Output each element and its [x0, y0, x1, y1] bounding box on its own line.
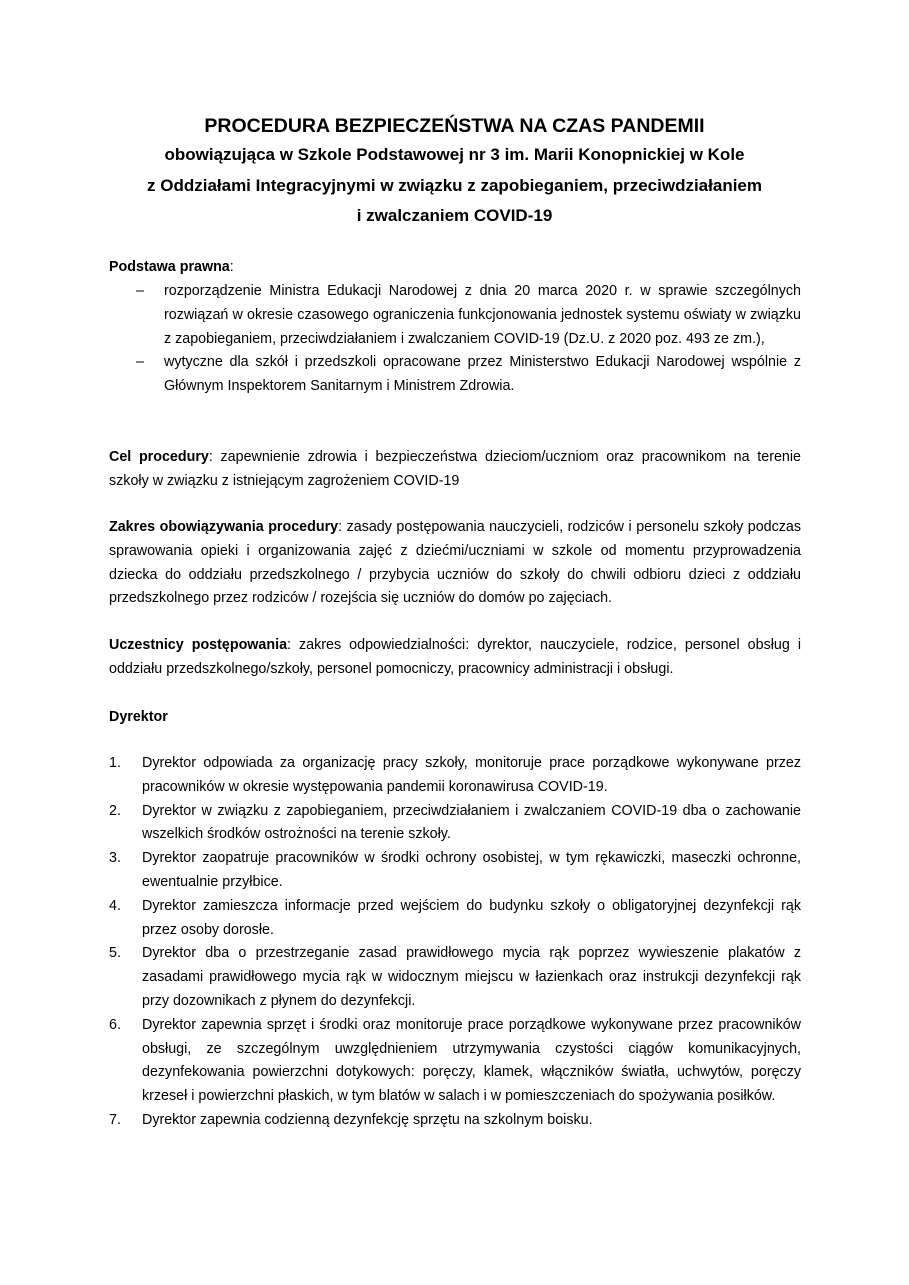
list-item: [109, 800, 801, 848]
legal-basis-suffix: :: [229, 259, 234, 275]
subtitle-line: obowiązująca w Szkole Podstawowej nr 3 im. Marii Konopnickiej w Kole: [164, 145, 745, 164]
document-title: PROCEDURA BEZPIECZEŃSTWA NA CZAS PANDEMII: [204, 115, 705, 137]
dash-bullet: –: [136, 283, 144, 299]
dash-bullet: –: [136, 354, 144, 371]
legal-basis-list: [109, 280, 801, 399]
item-text: Dyrektor zapewnia codzienną dezynfekcję sprzętu na szkolnym boisku.: [142, 1111, 593, 1128]
director-list: [109, 752, 801, 1133]
list-item: [109, 752, 801, 800]
participants-text: : zakres odpowiedzialności: dyrektor, nauczyciele, rodzice, personel obsług i oddziału przedszkolnego/szkoły, personel pomocniczy, pracownicy administracji i obsługi.: [109, 637, 801, 677]
goal-paragraph: [109, 446, 801, 494]
subtitle-line: z Oddziałami Integracyjnymi w związku z zapobieganiem, przeciwdziałaniem: [147, 175, 762, 195]
subtitle-line: i zwalczaniem COVID-19: [356, 206, 553, 226]
item-text: Dyrektor odpowiada za organizację pracy szkoły, monitoruje prace porządkowe wykonywane przez pracowników w okresie występowania pandemii koronawirusa COVID-19.: [142, 755, 801, 795]
item-number: 7.: [109, 1111, 121, 1128]
item-number: 4.: [109, 897, 121, 914]
item-number: 2.: [109, 802, 121, 819]
document-subtitle: [60, 140, 849, 232]
participants-paragraph: [109, 634, 801, 682]
list-item: [109, 942, 801, 1013]
legal-basis-label: Podstawa prawna: [109, 259, 230, 275]
legal-basis-item: [109, 351, 801, 399]
legal-basis-item-text: rozporządzenie Ministra Edukacji Narodowej z dnia 20 marca 2020 r. w sprawie szczególnych rozwiązań w okresie czasowego ograniczenia funkcjonowania jednostek systemu oświaty w związku z zapobieganiem, przeciwdziałaniem i zwalczaniem COVID-19 (Dz.U. z 2020 poz. 493 ze zm.),: [164, 283, 801, 347]
list-item: [109, 1014, 801, 1109]
goal-text: : zapewnienie zdrowia i bezpieczeństwa dzieciom/uczniom oraz pracownikom na terenie szkoły w związku z istniejącym zagrożeniem COVID-19: [109, 449, 801, 489]
director-heading-text: Dyrektor: [109, 709, 168, 725]
item-text: Dyrektor zamieszcza informacje przed wejściem do budynku szkoły o obligatoryjnej dezynfekcji rąk przez osoby dorosłe.: [142, 897, 801, 938]
item-number: 5.: [109, 945, 121, 962]
list-item: [109, 895, 801, 943]
scope-label: Zakres obowiązywania procedury: [109, 519, 339, 535]
legal-basis-item-text: wytyczne dla szkół i przedszkoli opracowane przez Ministerstwo Edukacji Narodowej wspólnie z Głównym Inspektorem Sanitarnym i Ministrem Zdrowia.: [164, 354, 801, 395]
list-item: [109, 847, 801, 895]
item-number: 6.: [109, 1016, 121, 1033]
legal-basis-item: [109, 280, 801, 351]
scope-text: : zasady postępowania nauczycieli, rodziców i personelu szkoły podczas sprawowania opieki i organizowania zajęć z dziećmi/uczniami w szkole od momentu przyprowadzenia dziecka do oddziału przedszkolnego / przybycia uczniów do szkoły do chwili odbioru dzieci z oddziału przedszkolnego przez rodziców / rozejścia się uczniów do domów po zajęciach.: [109, 519, 801, 607]
item-text: Dyrektor w związku z zapobieganiem, przeciwdziałaniem i zwalczaniem COVID-19 dba o zachowanie wszelkich środków ostrożności na terenie szkoły.: [142, 802, 801, 843]
legal-basis-heading: [109, 256, 801, 280]
item-number: 1.: [109, 755, 121, 771]
goal-label: Cel procedury: [109, 449, 209, 465]
list-item: [109, 1109, 801, 1133]
item-text: Dyrektor zapewnia sprzęt i środki oraz monitoruje prace porządkowe wykonywane przez pracowników obsługi, ze szczególnym uwzględnieniem utrzymywania czystości ciągów komunikacyjnych, dezynfekowania powierzchni dotykowych: poręczy, klamek, włączników światła, uchwytów, poręczy krzeseł i powierzchni płaskich, w tym blatów w salach i w pomieszczeniach do spożywania posiłków.: [142, 1016, 801, 1105]
scope-paragraph: [109, 516, 801, 611]
item-text: Dyrektor zaopatruje pracowników w środki ochrony osobistej, w tym rękawiczki, maseczki ochronne, ewentualnie przyłbice.: [142, 850, 801, 890]
item-text: Dyrektor dba o przestrzeganie zasad prawidłowego mycia rąk poprzez wywieszenie plakatów z zasadami prawidłowego mycia rąk w widocznym miejscu w łazienkach oraz instrukcji dezynfekcji rąk przy dozownikach z płynem do dezynfekcji.: [142, 945, 801, 1009]
director-heading: [109, 706, 801, 730]
item-number: 3.: [109, 850, 121, 867]
participants-label: Uczestnicy postępowania: [109, 637, 288, 653]
